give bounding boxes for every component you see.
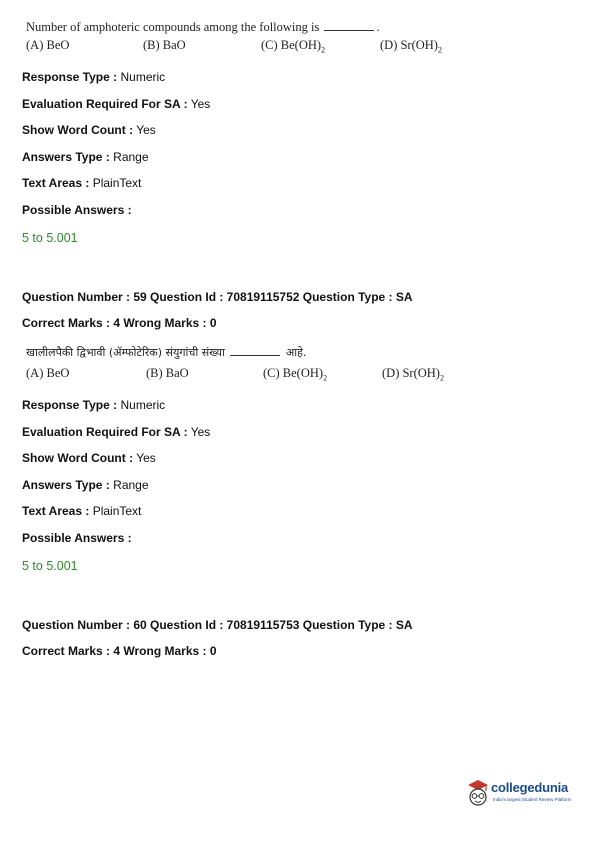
possible-answers-label: Possible Answers : [22,203,132,217]
show-word-count: Show Word Count : Yes [22,123,156,137]
option-d: (D) $Sr(OH)_2$ [380,38,442,55]
response-type: Response Type : Numeric [22,398,166,412]
question-marks: Correct Marks : 4 Wrong Marks : 0 [22,316,217,330]
text-areas: Text Areas : PlainText [22,176,142,190]
option-c: (C) $Be(OH)_2$ [263,366,328,383]
question-marks: Correct Marks : 4 Wrong Marks : 0 [22,644,217,658]
answers-type: Answers Type : Range [22,150,149,164]
logo-tagline: India's largest Student Review Platform [493,797,572,802]
answer-blank [230,346,280,356]
option-c: (C) $Be(OH)_2$ [261,38,326,55]
option-d: (D) $Sr(OH)_2$ [382,366,444,383]
show-word-count: Show Word Count : Yes [22,451,156,465]
text-areas: Text Areas : PlainText [22,504,142,518]
graduate-face-icon [466,777,490,811]
option-b: (B) BaO [146,366,189,380]
option-a: (A) BeO [26,366,70,380]
answers-type: Answers Type : Range [22,478,149,492]
question-text: खालीलपैकी द्विभावी (ॲम्फोटेरिक) संयुगांची संख्या आहे. [26,346,307,359]
answer-blank [324,21,374,31]
option-b: (B) BaO [143,38,186,52]
question-header: Question Number : 59 Question Id : 70819115752 Question Type : SA [22,290,413,304]
response-type: Response Type : Numeric [22,70,166,84]
option-a: (A) BeO [26,38,70,52]
possible-answer-value: 5 to 5.001 [22,231,78,245]
logo-wordmark: collegedunia [491,780,569,795]
evaluation-required: Evaluation Required For SA : Yes [22,425,211,439]
possible-answer-value: 5 to 5.001 [22,559,78,573]
question-text: Number of amphoteric compounds among the following is . [26,20,380,34]
possible-answers-label: Possible Answers : [22,531,132,545]
collegedunia-logo [466,775,586,815]
evaluation-required: Evaluation Required For SA : Yes [22,97,211,111]
question-header: Question Number : 60 Question Id : 70819115753 Question Type : SA [22,618,413,632]
